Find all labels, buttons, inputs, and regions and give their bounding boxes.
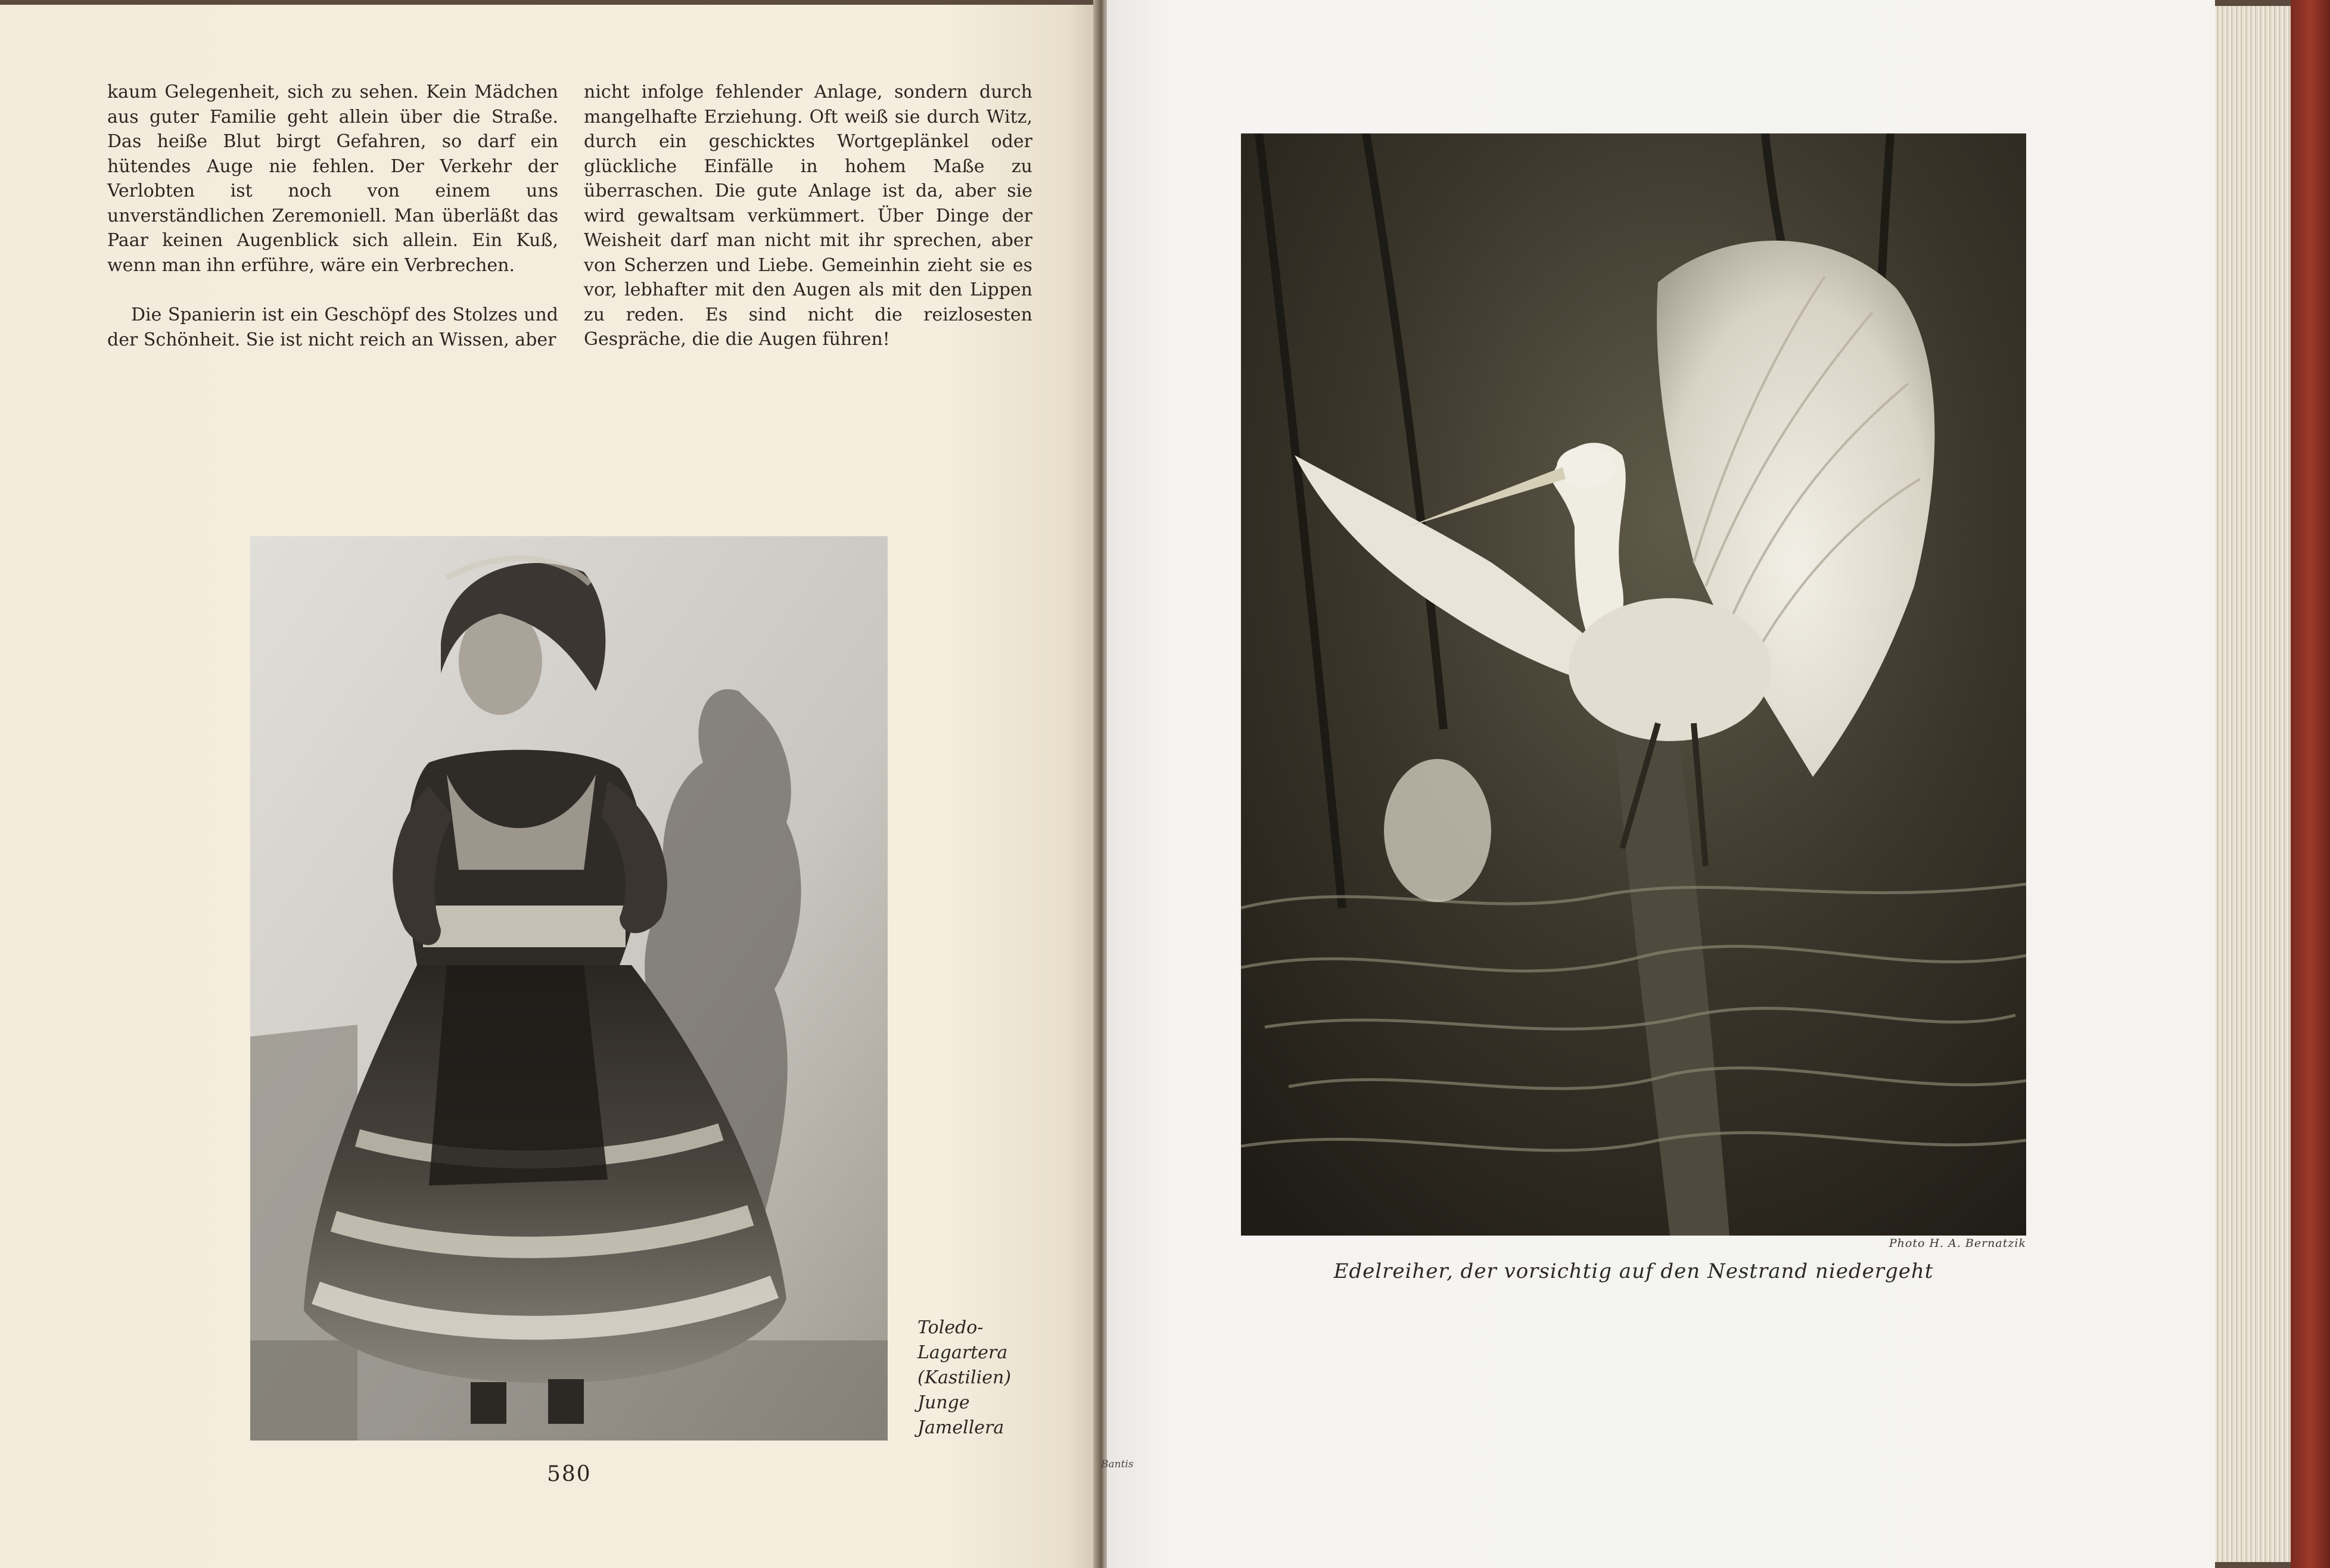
caption-line: Toledo- [917, 1317, 984, 1338]
caption-line: Lagartera [917, 1342, 1008, 1363]
photo-caption: Edelreiher, der vorsichtig auf den Nestrand niedergeht [1333, 1259, 1934, 1283]
caption-line: Jamellera [917, 1417, 1004, 1438]
paragraph: kaum Gelegenheit, sich zu sehen. Kein Mädchen aus guter Familie geht allein über die Straße. Das heiße Blut birgt Gefahren, so darf ein hütendes Auge nie fehlen. Der Verkehr der Verlobten ist noch von einem uns unverständlichen Zeremoniell. Man überläßt das Paar keinen Augenblick sich allein. Ein Kuß, wenn man ihn erführe, wäre ein Verbrechen. [107, 82, 558, 276]
text-column-left [107, 80, 558, 352]
book-cover-edge [2291, 0, 2330, 1568]
paragraph: Die Spanierin ist ein Geschöpf des Stolzes und der Schönheit. Sie ist nicht reich an Wissen, aber [107, 304, 558, 350]
photo-egret [1241, 133, 2026, 1236]
photo-credit: Photo H. A. Bernatzik [1889, 1237, 2026, 1250]
paragraph: nicht infolge fehlender Anlage, sondern durch mangelhafte Erziehung. Oft weiß sie durch Witz, durch ein geschicktes Wortgeplänkel oder glückliche Einfälle in hohem Maße zu überraschen. Die gute Anlage ist da, aber sie wird gewaltsam verkümmert. Über Dinge der Weisheit darf man nicht mit ihr sprechen, aber von Scherzen und Liebe. Gemeinhin zieht sie es vor, lebhafter mit den Augen als mit den Lippen zu reden. Es sind nicht die reizlosesten Gespräche, die die Augen führen! [584, 82, 1032, 350]
text-column-right [584, 80, 1032, 352]
photo-girl-in-costume [250, 536, 888, 1441]
margin-note: Bantis [1101, 1458, 1134, 1470]
photo-caption-side [917, 1315, 1037, 1441]
caption-line: (Kastilien) [917, 1367, 1012, 1388]
page-number: 580 [547, 1462, 592, 1486]
page-edges [2215, 6, 2292, 1562]
caption-line: Junge [917, 1392, 970, 1413]
